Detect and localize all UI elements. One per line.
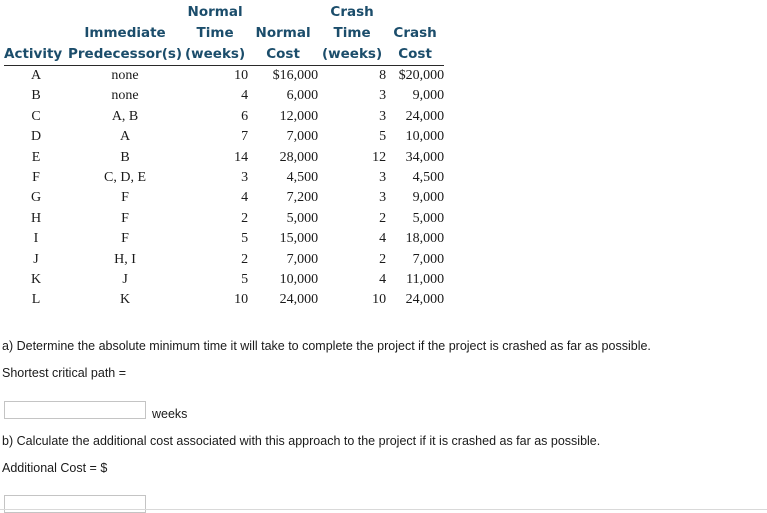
table-row [4, 270, 444, 290]
cell-normal-cost: 6,000 [286, 88, 319, 104]
additional-cost-input[interactable] [4, 495, 146, 513]
cell-crash-cost: 24,000 [405, 108, 445, 124]
cell-activity: F [32, 170, 40, 186]
cell-predecessors: B [120, 149, 130, 165]
cell-crash-time: 10 [372, 292, 387, 308]
header-normal-time: (weeks) [182, 44, 248, 66]
cell-normal-cost: 7,200 [286, 190, 319, 206]
cell-crash-time: 4 [379, 272, 387, 288]
cell-normal-time: 14 [234, 149, 249, 165]
cell-normal-time: 10 [234, 68, 249, 83]
cell-activity: K [30, 272, 42, 288]
cell-predecessors: J [122, 272, 128, 288]
cell-predecessors: none [111, 68, 139, 83]
cell-normal-time: 4 [241, 88, 249, 104]
bottom-divider [0, 509, 767, 510]
cell-normal-time: 6 [241, 108, 249, 124]
cell-predecessors: none [111, 88, 139, 104]
header-crash-cost-line1 [386, 2, 444, 23]
question-a-prompt: a) Determine the absolute minimum time it will take to complete the project if the project is crashed as far as possible. [2, 339, 651, 353]
header-normal-cost-line2: Normal [255, 25, 311, 41]
cell-predecessors: F [121, 190, 129, 206]
cell-crash-cost: 5,000 [412, 210, 445, 226]
cell-predecessors: H, I [114, 251, 136, 267]
cell-crash-cost: 9,000 [412, 88, 445, 104]
header-predecessors-line2: Immediate [84, 25, 166, 41]
header-normal-cost-line1 [248, 2, 318, 23]
cell-normal-time: 5 [241, 231, 249, 247]
activity-table [4, 2, 444, 311]
cell-predecessors: K [119, 292, 131, 308]
cell-crash-time: 3 [379, 170, 387, 186]
cell-crash-time: 2 [379, 251, 387, 267]
cell-activity: A [30, 68, 42, 83]
cell-activity: H [30, 210, 42, 226]
cell-normal-cost: 5,000 [286, 210, 319, 226]
table-row [4, 86, 444, 106]
cell-activity: D [30, 129, 42, 145]
table-row [4, 229, 444, 249]
question-b-label: Additional Cost = $ [2, 461, 108, 475]
cell-normal-time: 7 [241, 129, 249, 145]
cell-predecessors: F [121, 231, 129, 247]
cell-normal-time: 5 [241, 272, 249, 288]
activity-table-container [4, 2, 444, 311]
cell-activity: E [31, 149, 41, 165]
cell-activity: J [33, 251, 39, 267]
table-row [4, 127, 444, 147]
table-row [4, 168, 444, 188]
cell-normal-time: 10 [234, 292, 249, 308]
cell-activity: B [31, 88, 41, 104]
cell-crash-time: 8 [379, 68, 387, 83]
table-row [4, 250, 444, 270]
cell-normal-cost: 28,000 [279, 149, 319, 165]
header-normal-time-line1: Normal [187, 4, 243, 20]
cell-crash-time: 3 [379, 190, 387, 206]
cell-normal-time: 2 [241, 251, 249, 267]
cell-normal-cost: 7,000 [286, 251, 319, 267]
cell-normal-cost: $16,000 [272, 68, 319, 83]
cell-activity: I [33, 231, 39, 247]
header-activity-line2 [4, 23, 68, 44]
table-body [4, 66, 444, 311]
table-row [4, 188, 444, 208]
table-row [4, 209, 444, 229]
cell-crash-time: 12 [372, 149, 387, 165]
cell-normal-cost: 15,000 [279, 231, 319, 247]
cell-crash-time: 3 [379, 108, 387, 124]
cell-normal-cost: 4,500 [286, 170, 319, 186]
cell-activity: G [30, 190, 42, 206]
cell-crash-cost: 24,000 [405, 292, 445, 308]
cell-normal-time: 3 [241, 170, 249, 186]
cell-activity: L [31, 292, 41, 308]
header-crash-cost: Cost [386, 44, 444, 66]
cell-crash-cost: $20,000 [398, 68, 445, 83]
cell-predecessors: C, D, E [104, 170, 147, 186]
header-predecessors: Predecessor(s) [68, 44, 182, 66]
question-b-prompt: b) Calculate the additional cost associated with this approach to the project if it is crashed as far as possible. [2, 434, 601, 448]
header-row-2 [4, 23, 444, 44]
cell-crash-time: 3 [379, 88, 387, 104]
header-row-3 [4, 44, 444, 66]
table-row [4, 66, 444, 87]
header-row-1 [4, 2, 444, 23]
header-normal-time-line2: Time [196, 25, 234, 41]
cell-crash-cost: 11,000 [406, 272, 445, 288]
cell-predecessors: F [121, 210, 129, 226]
cell-crash-cost: 18,000 [405, 231, 445, 247]
critical-path-input[interactable] [4, 401, 146, 419]
cell-normal-cost: 12,000 [279, 108, 319, 124]
cell-crash-time: 4 [379, 231, 387, 247]
header-normal-cost: Cost [248, 44, 318, 66]
header-crash-time: (weeks) [318, 44, 386, 66]
table-row [4, 290, 444, 310]
cell-crash-cost: 4,500 [412, 170, 445, 186]
cell-normal-time: 2 [241, 210, 249, 226]
cell-normal-cost: 24,000 [279, 292, 319, 308]
header-crash-time-line2: Time [333, 25, 371, 41]
cell-crash-cost: 10,000 [405, 129, 445, 145]
header-predecessors-line1 [68, 2, 182, 23]
cell-crash-time: 2 [379, 210, 387, 226]
cell-crash-cost: 7,000 [412, 251, 445, 267]
header-activity: Activity [4, 44, 68, 66]
cell-normal-cost: 10,000 [279, 272, 319, 288]
cell-normal-cost: 7,000 [286, 129, 319, 145]
header-crash-time-line1: Crash [330, 4, 374, 20]
cell-predecessors: A, B [111, 108, 139, 124]
cell-predecessors: A [119, 129, 131, 145]
table-header [4, 2, 444, 66]
table-row [4, 107, 444, 127]
cell-normal-time: 4 [241, 190, 249, 206]
cell-activity: C [31, 108, 41, 124]
table-row [4, 148, 444, 168]
cell-crash-cost: 34,000 [405, 149, 445, 165]
header-crash-cost-line2: Crash [393, 25, 437, 41]
cell-crash-time: 5 [379, 129, 387, 145]
question-a-label: Shortest critical path = [2, 366, 127, 380]
header-activity-line1 [4, 2, 68, 23]
weeks-unit-label: weeks [152, 407, 188, 421]
cell-crash-cost: 9,000 [412, 190, 445, 206]
